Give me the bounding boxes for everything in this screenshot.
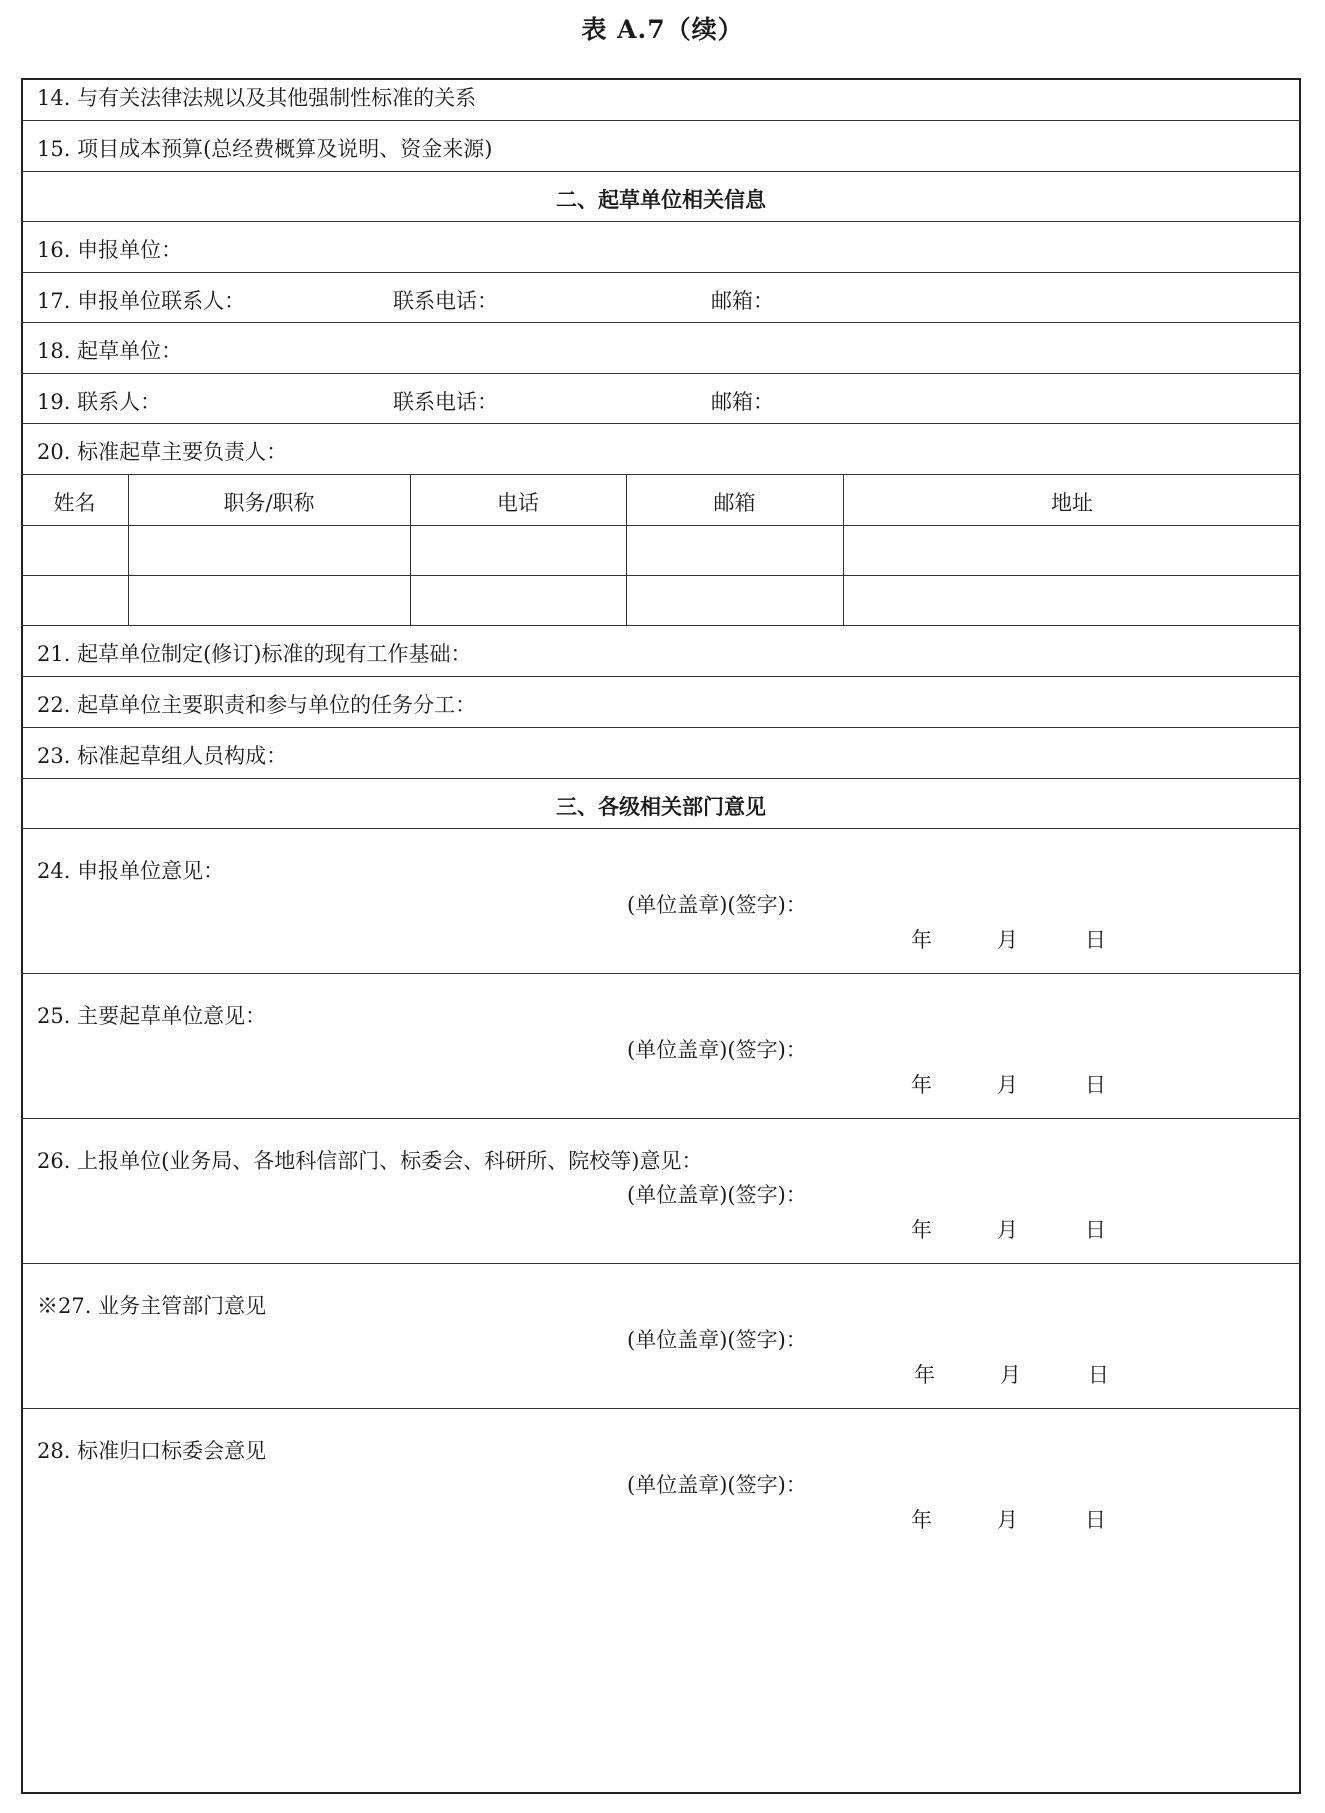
section-2-title: 二、起草单位相关信息 <box>556 187 766 212</box>
date-year-label: 年 <box>911 1073 932 1097</box>
section-3-title: 三、各级相关部门意见 <box>556 794 766 819</box>
item-16-label: 16. 申报单位： <box>37 238 183 262</box>
date-year-label: 年 <box>914 1363 935 1387</box>
item-22-label: 22. 起草单位主要职责和参与单位的任务分工： <box>37 693 477 717</box>
date-year-label: 年 <box>911 1218 932 1242</box>
section-2-header <box>21 171 1301 221</box>
col-header-address: 地址 <box>1051 491 1093 515</box>
item-15-label: 15. 项目成本预算(总经费概算及说明、资金来源) <box>37 137 493 161</box>
date-month-label: 月 <box>997 1218 1018 1242</box>
item-24-label: 24. 申报单位意见： <box>37 859 225 883</box>
row-24 <box>21 828 1301 973</box>
col-header-name: 姓名 <box>53 491 96 515</box>
item-19-email-label: 邮箱： <box>711 390 774 414</box>
item-28-label: 28. 标准归口标委会意见 <box>37 1439 267 1463</box>
table-row-divider <box>21 575 1301 576</box>
section-3-header <box>21 778 1301 828</box>
col-header-email: 邮箱 <box>713 491 756 515</box>
col-header-phone: 电话 <box>497 491 539 515</box>
page-title: 表 A.7（续） <box>581 15 744 44</box>
date-day-label: 日 <box>1085 1508 1106 1532</box>
col-header-title: 职务/职称 <box>223 491 315 515</box>
item-25-label: 25. 主要起草单位意见： <box>37 1004 267 1028</box>
row-15 <box>21 120 1301 171</box>
item-21-label: 21. 起草单位制定(修订)标准的现有工作基础： <box>37 642 472 666</box>
date-day-label: 日 <box>1085 1218 1106 1242</box>
item-23-label: 23. 标准起草组人员构成： <box>37 744 288 768</box>
date-day-label: 日 <box>1085 928 1106 952</box>
item-14-label: 14. 与有关法律法规以及其他强制性标准的关系 <box>37 86 477 110</box>
row-27 <box>21 1263 1301 1408</box>
row-20 <box>21 423 1301 474</box>
row-14 <box>21 70 1301 120</box>
date-month-label: 月 <box>997 1073 1018 1097</box>
row-22 <box>21 676 1301 727</box>
item-26-label: 26. 上报单位(业务局、各地科信部门、标委会、科研所、院校等)意见： <box>37 1149 703 1173</box>
item-19-label: 19. 联系人： <box>37 390 162 414</box>
item-17-email-label: 邮箱： <box>711 289 774 313</box>
date-day-label: 日 <box>1085 1073 1106 1097</box>
row-18 <box>21 322 1301 373</box>
date-year-label: 年 <box>911 928 932 952</box>
row-25 <box>21 973 1301 1118</box>
item-17-label: 17. 申报单位联系人： <box>37 289 246 313</box>
row-16 <box>21 221 1301 272</box>
stamp-signature-label: (单位盖章)(签字)： <box>627 1038 807 1062</box>
date-day-label: 日 <box>1088 1363 1109 1387</box>
item-18-label: 18. 起草单位： <box>37 339 183 363</box>
row-21 <box>21 625 1301 676</box>
stamp-signature-label: (单位盖章)(签字)： <box>627 1473 807 1497</box>
stamp-signature-label: (单位盖章)(签字)： <box>627 1328 807 1352</box>
row-17 <box>21 272 1301 322</box>
stamp-signature-label: (单位盖章)(签字)： <box>627 893 807 917</box>
date-year-label: 年 <box>911 1508 932 1532</box>
item-17-phone-label: 联系电话： <box>393 289 498 313</box>
row-19 <box>21 373 1301 423</box>
item-20-label: 20. 标准起草主要负责人： <box>37 440 288 464</box>
date-month-label: 月 <box>997 1508 1018 1532</box>
item-19-phone-label: 联系电话： <box>393 390 498 414</box>
row-23 <box>21 727 1301 778</box>
table-row-divider <box>21 525 1301 526</box>
date-month-label: 月 <box>997 928 1018 952</box>
row-28 <box>21 1408 1301 1553</box>
row-26 <box>21 1118 1301 1263</box>
person-table <box>21 474 1301 625</box>
date-month-label: 月 <box>1000 1363 1021 1387</box>
item-27-label: ※27. 业务主管部门意见 <box>37 1294 267 1318</box>
stamp-signature-label: (单位盖章)(签字)： <box>627 1183 807 1207</box>
